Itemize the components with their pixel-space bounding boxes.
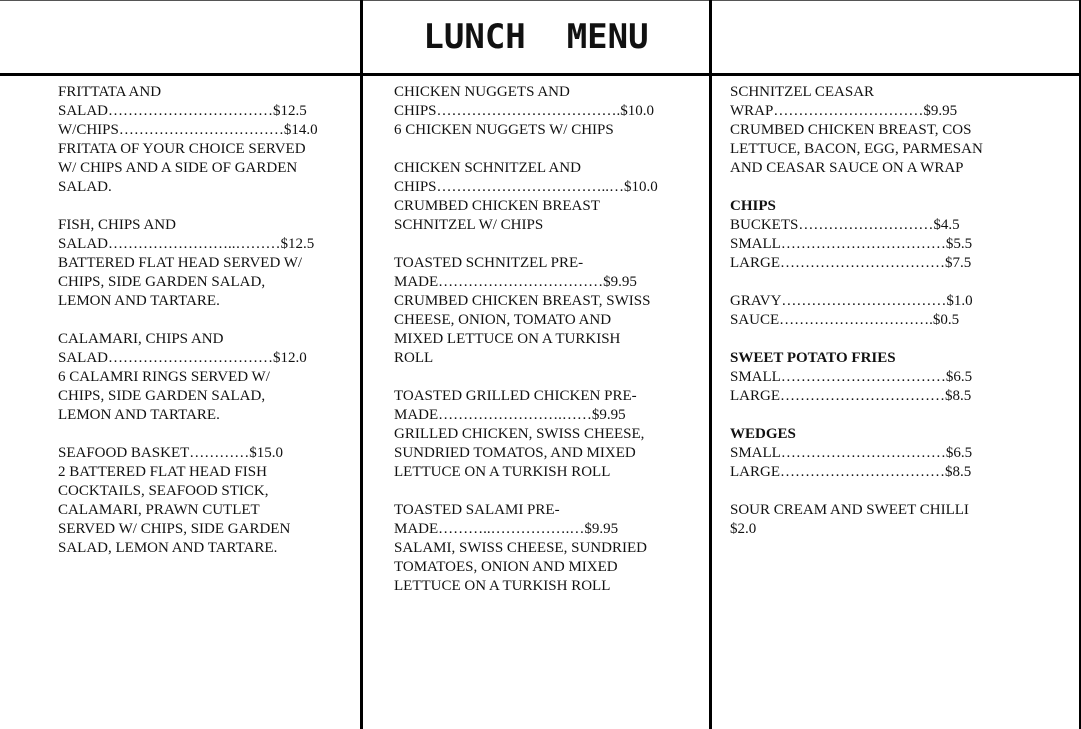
column-divider-left bbox=[360, 0, 363, 729]
menu-line: CALAMARI, CHIPS AND bbox=[58, 331, 224, 347]
menu-line: SALAD……………………………$12.5 bbox=[58, 103, 307, 119]
menu-line: COCKTAILS, SEAFOOD STICK, bbox=[58, 483, 269, 499]
menu-title: LUNCH MENU bbox=[423, 16, 649, 57]
menu-line: BATTERED FLAT HEAD SERVED W/ bbox=[58, 255, 303, 271]
menu-line: SALAD……………………………$12.0 bbox=[58, 350, 307, 366]
menu-column-2 bbox=[394, 83, 658, 596]
menu-line: LARGE……………………………$8.5 bbox=[730, 464, 972, 480]
menu-spacer bbox=[730, 178, 983, 197]
menu-column-3 bbox=[730, 83, 983, 539]
menu-column-1 bbox=[58, 83, 318, 558]
menu-line: MIXED LETTUCE ON A TURKISH bbox=[394, 331, 621, 347]
menu-line: 6 CHICKEN NUGGETS W/ CHIPS bbox=[394, 122, 614, 138]
menu-line: CHIPS……………………………..…$10.0 bbox=[394, 179, 658, 195]
menu-line: SALAD……………………..………$12.5 bbox=[58, 236, 315, 252]
menu-section-heading: WEDGES bbox=[730, 426, 796, 442]
menu-line: SERVED W/ CHIPS, SIDE GARDEN bbox=[58, 521, 291, 537]
menu-line: SALAMI, SWISS CHEESE, SUNDRIED bbox=[394, 540, 647, 556]
menu-line: MADE…………………….……$9.95 bbox=[394, 407, 626, 423]
menu-line: TOMATOES, ONION AND MIXED bbox=[394, 559, 618, 575]
menu-line: TOASTED SCHNITZEL PRE- bbox=[394, 255, 584, 271]
menu-line: SMALL……………………………$6.5 bbox=[730, 445, 973, 461]
menu-spacer bbox=[58, 425, 318, 444]
menu-line: LETTUCE, BACON, EGG, PARMESAN bbox=[730, 141, 983, 157]
menu-spacer bbox=[394, 482, 658, 501]
menu-line: CHIPS, SIDE GARDEN SALAD, bbox=[58, 388, 266, 404]
menu-spacer bbox=[394, 368, 658, 387]
menu-spacer bbox=[394, 235, 658, 254]
menu-line: 2 BATTERED FLAT HEAD FISH bbox=[58, 464, 267, 480]
menu-line: LETTUCE ON A TURKISH ROLL bbox=[394, 578, 611, 594]
menu-line: GRAVY……………………………$1.0 bbox=[730, 293, 973, 309]
menu-line: MADE……………………………$9.95 bbox=[394, 274, 637, 290]
menu-line: W/CHIPS……………………………$14.0 bbox=[58, 122, 318, 138]
menu-line: BUCKETS………………………$4.5 bbox=[730, 217, 960, 233]
menu-line: TOASTED GRILLED CHICKEN PRE- bbox=[394, 388, 637, 404]
menu-line: LETTUCE ON A TURKISH ROLL bbox=[394, 464, 611, 480]
menu-spacer bbox=[730, 273, 983, 292]
menu-line: 6 CALAMRI RINGS SERVED W/ bbox=[58, 369, 270, 385]
menu-line: LARGE……………………………$7.5 bbox=[730, 255, 972, 271]
menu-spacer bbox=[58, 197, 318, 216]
menu-line: SEAFOOD BASKET…………$15.0 bbox=[58, 445, 284, 461]
menu-line: CRUMBED CHICKEN BREAST, COS bbox=[730, 122, 972, 138]
menu-line: $2.0 bbox=[730, 521, 757, 537]
menu-section-heading: CHIPS bbox=[730, 198, 776, 214]
menu-line: SCHNITZEL CEASAR bbox=[730, 84, 875, 100]
menu-line: CHICKEN NUGGETS AND bbox=[394, 84, 570, 100]
menu-line: SALAD. bbox=[58, 179, 112, 195]
menu-line: CHICKEN SCHNITZEL AND bbox=[394, 160, 581, 176]
menu-line: ROLL bbox=[394, 350, 434, 366]
menu-spacer bbox=[730, 406, 983, 425]
menu-line: WRAP…………………………$9.95 bbox=[730, 103, 958, 119]
menu-line: LARGE……………………………$8.5 bbox=[730, 388, 972, 404]
menu-spacer bbox=[730, 482, 983, 501]
menu-line: SCHNITZEL W/ CHIPS bbox=[394, 217, 544, 233]
column-divider-right bbox=[709, 0, 712, 729]
menu-line: TOASTED SALAMI PRE- bbox=[394, 502, 560, 518]
menu-line: SALAD, LEMON AND TARTARE. bbox=[58, 540, 278, 556]
menu-line: LEMON AND TARTARE. bbox=[58, 407, 220, 423]
menu-line: FRITTATA AND bbox=[58, 84, 162, 100]
menu-line: SMALL……………………………$5.5 bbox=[730, 236, 973, 252]
menu-line: SUNDRIED TOMATOS, AND MIXED bbox=[394, 445, 636, 461]
menu-line: FRITATA OF YOUR CHOICE SERVED bbox=[58, 141, 306, 157]
menu-spacer bbox=[58, 311, 318, 330]
menu-line: LEMON AND TARTARE. bbox=[58, 293, 220, 309]
menu-line: CRUMBED CHICKEN BREAST bbox=[394, 198, 600, 214]
menu-line: SAUCE………………………….$0.5 bbox=[730, 312, 960, 328]
menu-line: MADE………..…………….…$9.95 bbox=[394, 521, 619, 537]
menu-section-heading: SWEET POTATO FRIES bbox=[730, 350, 896, 366]
menu-line: CHIPS……………………………….$10.0 bbox=[394, 103, 655, 119]
menu-line: SOUR CREAM AND SWEET CHILLI bbox=[730, 502, 969, 518]
menu-line: CRUMBED CHICKEN BREAST, SWISS bbox=[394, 293, 651, 309]
menu-line: FISH, CHIPS AND bbox=[58, 217, 176, 233]
menu-line: AND CEASAR SAUCE ON A WRAP bbox=[730, 160, 964, 176]
header-divider bbox=[0, 73, 1081, 76]
menu-line: GRILLED CHICKEN, SWISS CHEESE, bbox=[394, 426, 645, 442]
menu-line: W/ CHIPS AND A SIDE OF GARDEN bbox=[58, 160, 298, 176]
menu-line: CHIPS, SIDE GARDEN SALAD, bbox=[58, 274, 266, 290]
menu-spacer bbox=[730, 330, 983, 349]
menu-spacer bbox=[394, 140, 658, 159]
menu-line: CHEESE, ONION, TOMATO AND bbox=[394, 312, 612, 328]
menu-line: CALAMARI, PRAWN CUTLET bbox=[58, 502, 260, 518]
menu-line: SMALL……………………………$6.5 bbox=[730, 369, 973, 385]
